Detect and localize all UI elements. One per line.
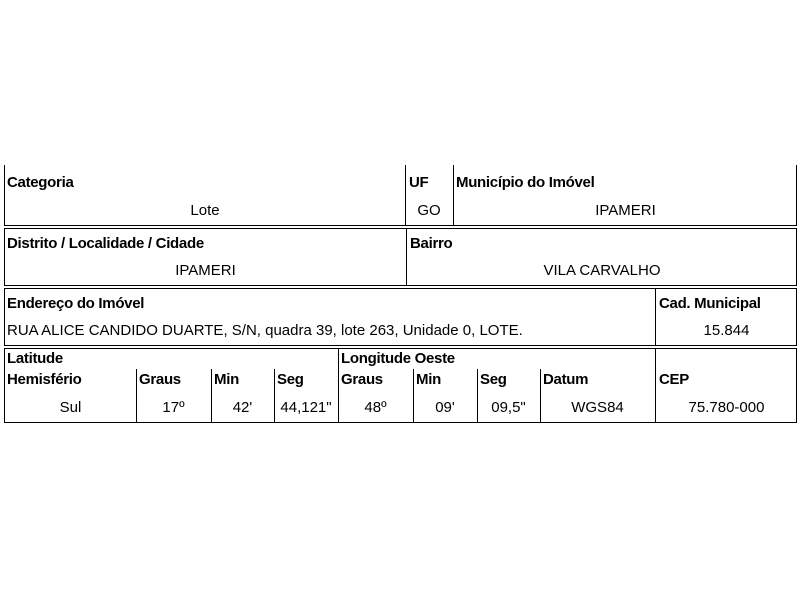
uf-label: UF: [409, 174, 429, 191]
lon-seg-label: Seg: [480, 371, 507, 388]
datum-label: Datum: [543, 371, 589, 388]
lat-seg-value: 44,121": [280, 399, 332, 416]
latitude-label: Latitude: [7, 350, 63, 367]
distrito-value: IPAMERI: [175, 262, 236, 279]
endereco-value: RUA ALICE CANDIDO DUARTE, S/N, quadra 39, lote 263, Unidade 0, LOTE.: [7, 322, 523, 339]
row-distrito: [4, 228, 797, 286]
lat-graus-value: 17º: [162, 399, 185, 416]
longitude-label: Longitude Oeste: [341, 350, 455, 367]
lon-graus-label: Graus: [341, 371, 383, 388]
cad-municipal-value: 15.844: [703, 322, 750, 339]
lon-min-label: Min: [416, 371, 441, 388]
property-info-form: [4, 165, 797, 423]
datum-value: WGS84: [571, 399, 624, 416]
lat-graus-label: Graus: [139, 371, 181, 388]
cad-municipal-label: Cad. Municipal: [659, 295, 761, 312]
row-categoria: [4, 165, 797, 226]
lon-graus-value: 48º: [364, 399, 387, 416]
hemisferio-label: Hemisfério: [7, 371, 82, 388]
uf-value: GO: [417, 202, 441, 219]
lon-seg-value: 09,5": [491, 399, 526, 416]
categoria-value: Lote: [190, 202, 220, 219]
distrito-label: Distrito / Localidade / Cidade: [7, 235, 204, 252]
lat-seg-label: Seg: [277, 371, 304, 388]
bairro-value: VILA CARVALHO: [543, 262, 661, 279]
lat-min-value: 42': [232, 399, 253, 416]
cep-label: CEP: [659, 371, 689, 388]
municipio-value: IPAMERI: [595, 202, 656, 219]
bairro-label: Bairro: [410, 235, 453, 252]
cep-value: 75.780-000: [688, 399, 765, 416]
hemisferio-value: Sul: [59, 399, 82, 416]
lat-min-label: Min: [214, 371, 239, 388]
categoria-label: Categoria: [7, 174, 74, 191]
row-endereco: [4, 288, 797, 346]
lon-min-value: 09': [435, 399, 455, 416]
row-coordenadas: [4, 348, 797, 423]
municipio-label: Município do Imóvel: [456, 174, 595, 191]
endereco-label: Endereço do Imóvel: [7, 295, 145, 312]
